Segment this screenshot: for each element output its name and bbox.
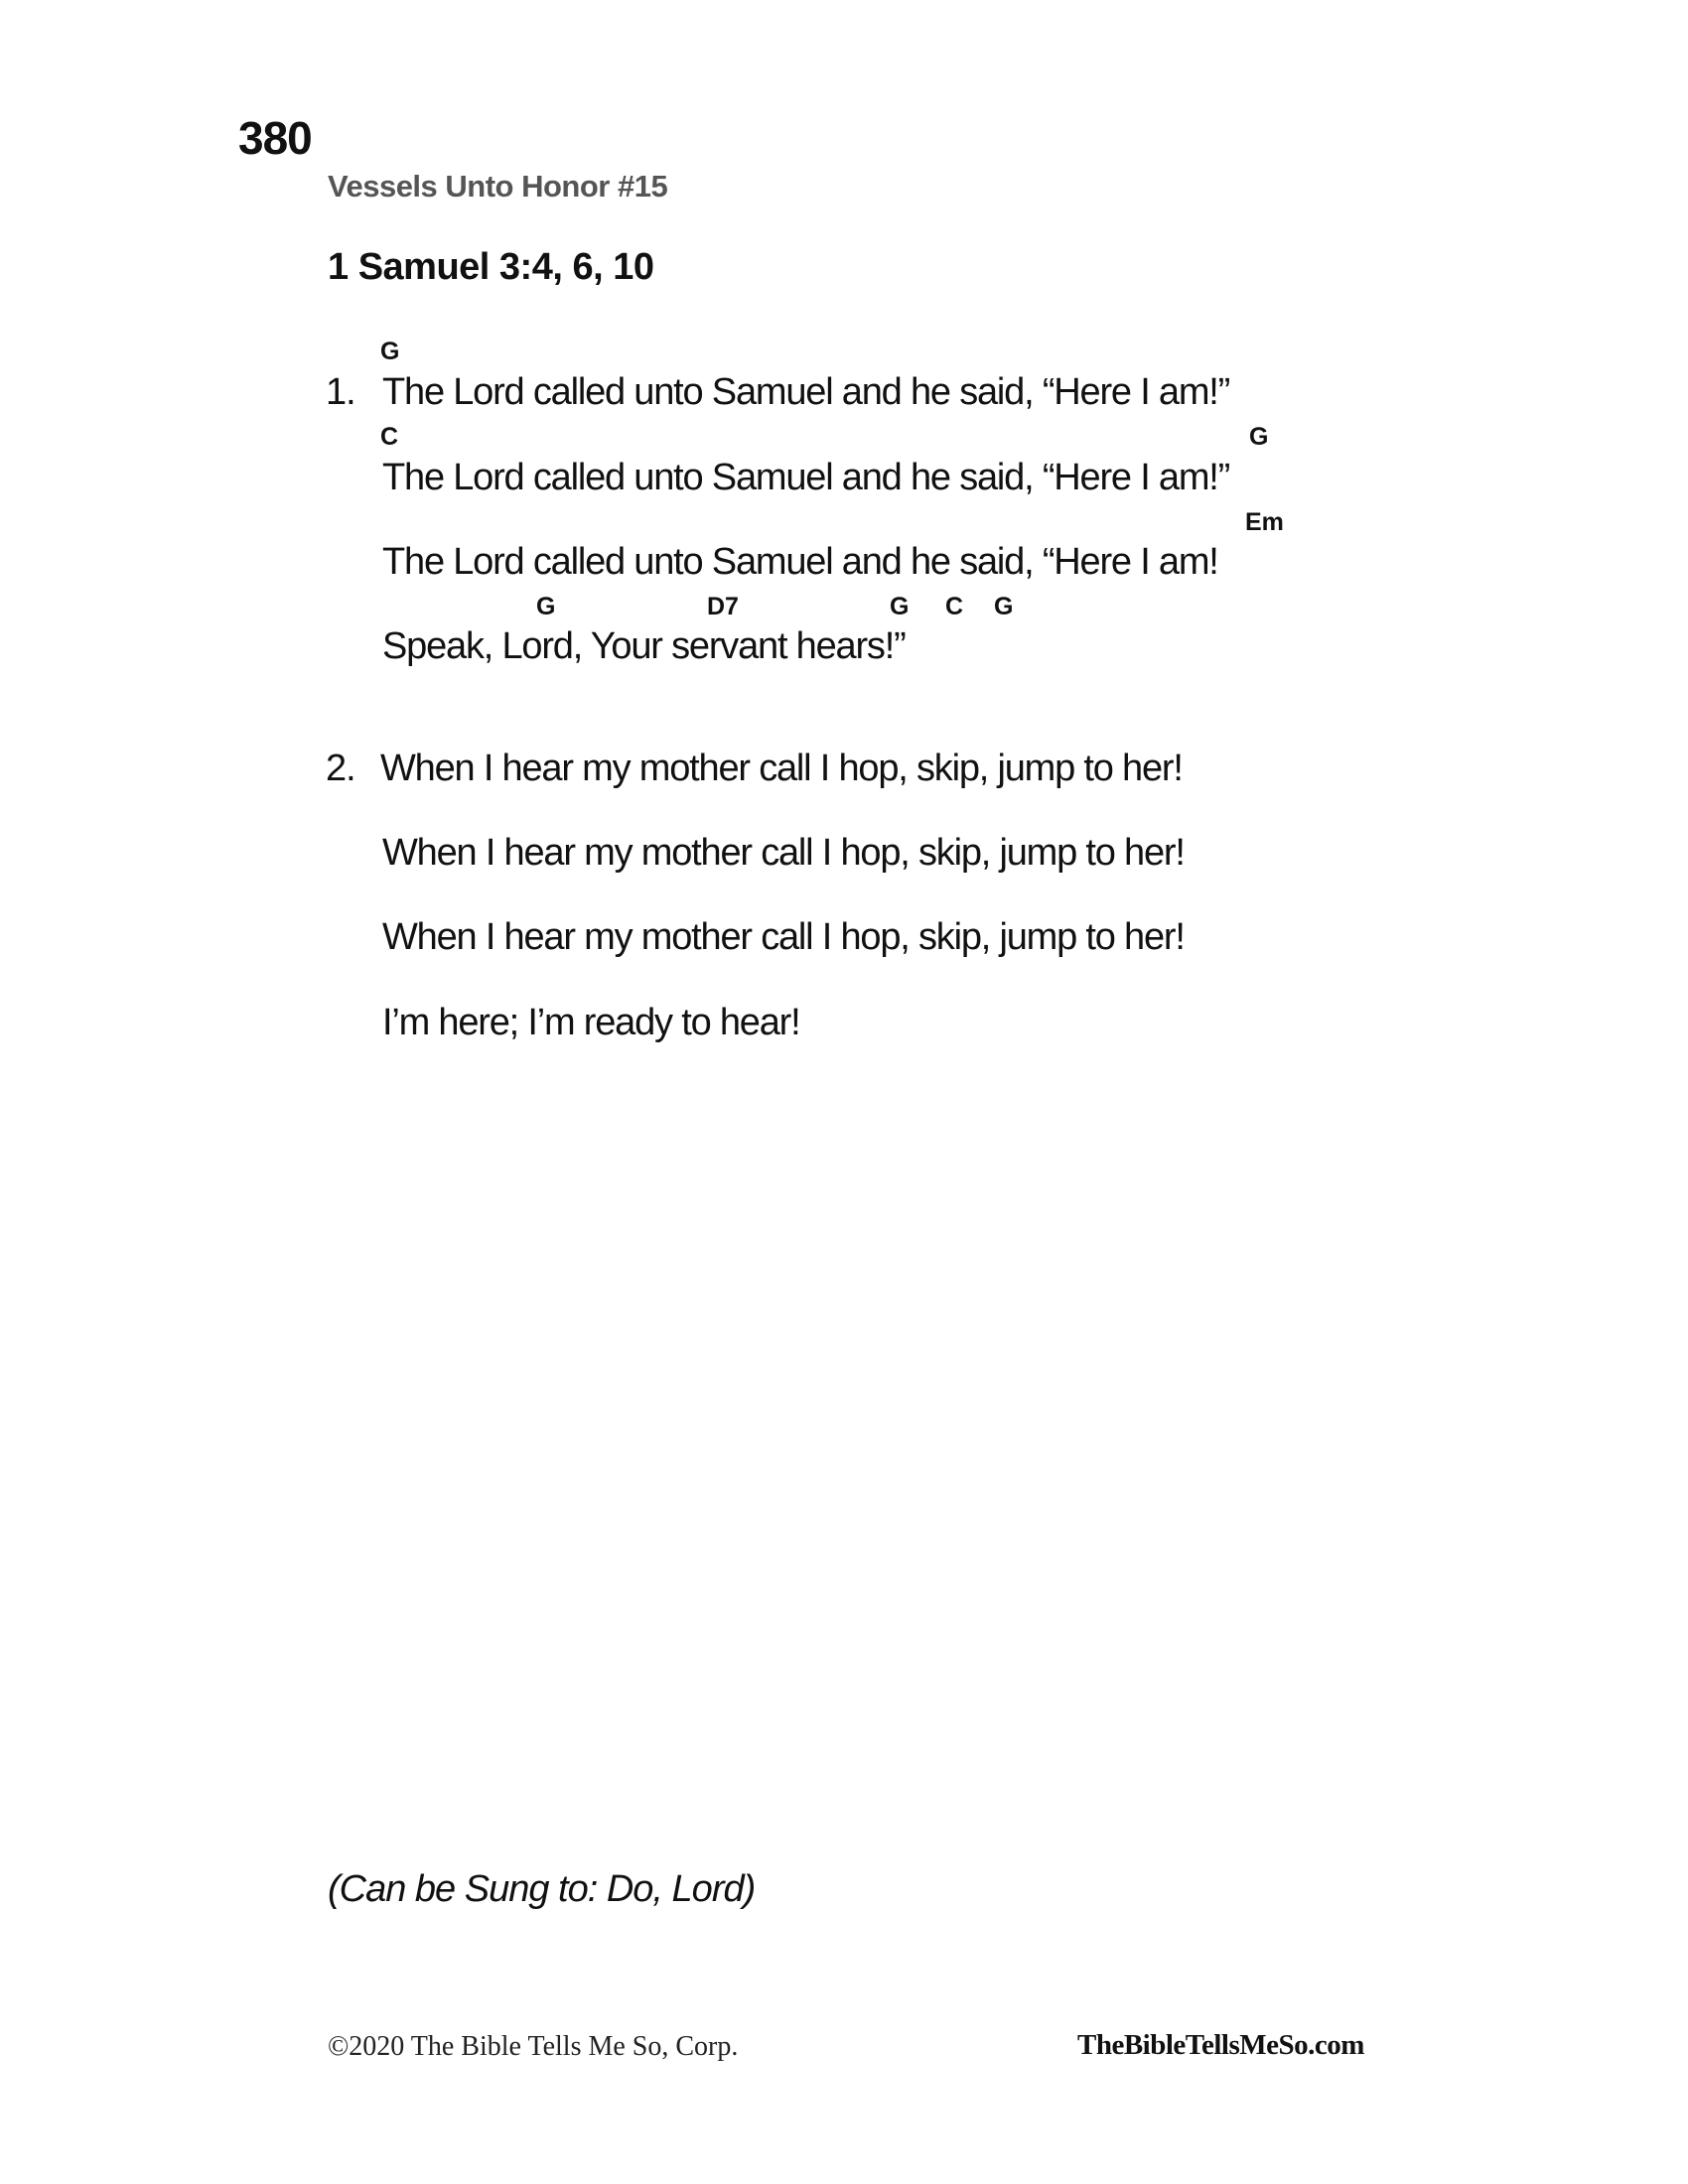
lyric-line: The Lord called unto Samuel and he said, “Here I am!” — [382, 371, 1230, 413]
verse-number: 2. — [326, 748, 355, 789]
lyric-line: Speak, Lord, Your servant hears!” — [382, 625, 906, 667]
collection-title: Vessels Unto Honor #15 — [328, 169, 668, 204]
chord: C — [945, 593, 964, 620]
lyric-line: The Lord called unto Samuel and he said, “Here I am! — [382, 541, 1218, 583]
verse-number: 1. — [326, 371, 355, 413]
lyric-line: The Lord called unto Samuel and he said, “Here I am!” — [382, 457, 1230, 498]
chord: G — [1249, 423, 1269, 451]
page-number: 380 — [238, 112, 312, 164]
tune-note: (Can be Sung to: Do, Lord) — [328, 1868, 756, 1910]
chord: D7 — [707, 593, 739, 620]
website-link[interactable]: TheBibleTellsMeSo.com — [1077, 2029, 1364, 2061]
lyric-line: When I hear my mother call I hop, skip, jump to her! — [382, 916, 1185, 958]
chord: G — [890, 593, 910, 620]
chord: C — [380, 423, 399, 451]
chord: G — [380, 338, 400, 365]
lyric-line: When I hear my mother call I hop, skip, jump to her! — [380, 748, 1183, 789]
copyright: ©2020 The Bible Tells Me So, Corp. — [328, 2031, 739, 2062]
scripture-reference: 1 Samuel 3:4, 6, 10 — [328, 246, 654, 288]
chord: G — [994, 593, 1014, 620]
chord: G — [536, 593, 556, 620]
lyric-line: I’m here; I’m ready to hear! — [382, 1002, 800, 1043]
lyric-line: When I hear my mother call I hop, skip, jump to her! — [382, 832, 1185, 874]
chord: Em — [1245, 508, 1284, 536]
